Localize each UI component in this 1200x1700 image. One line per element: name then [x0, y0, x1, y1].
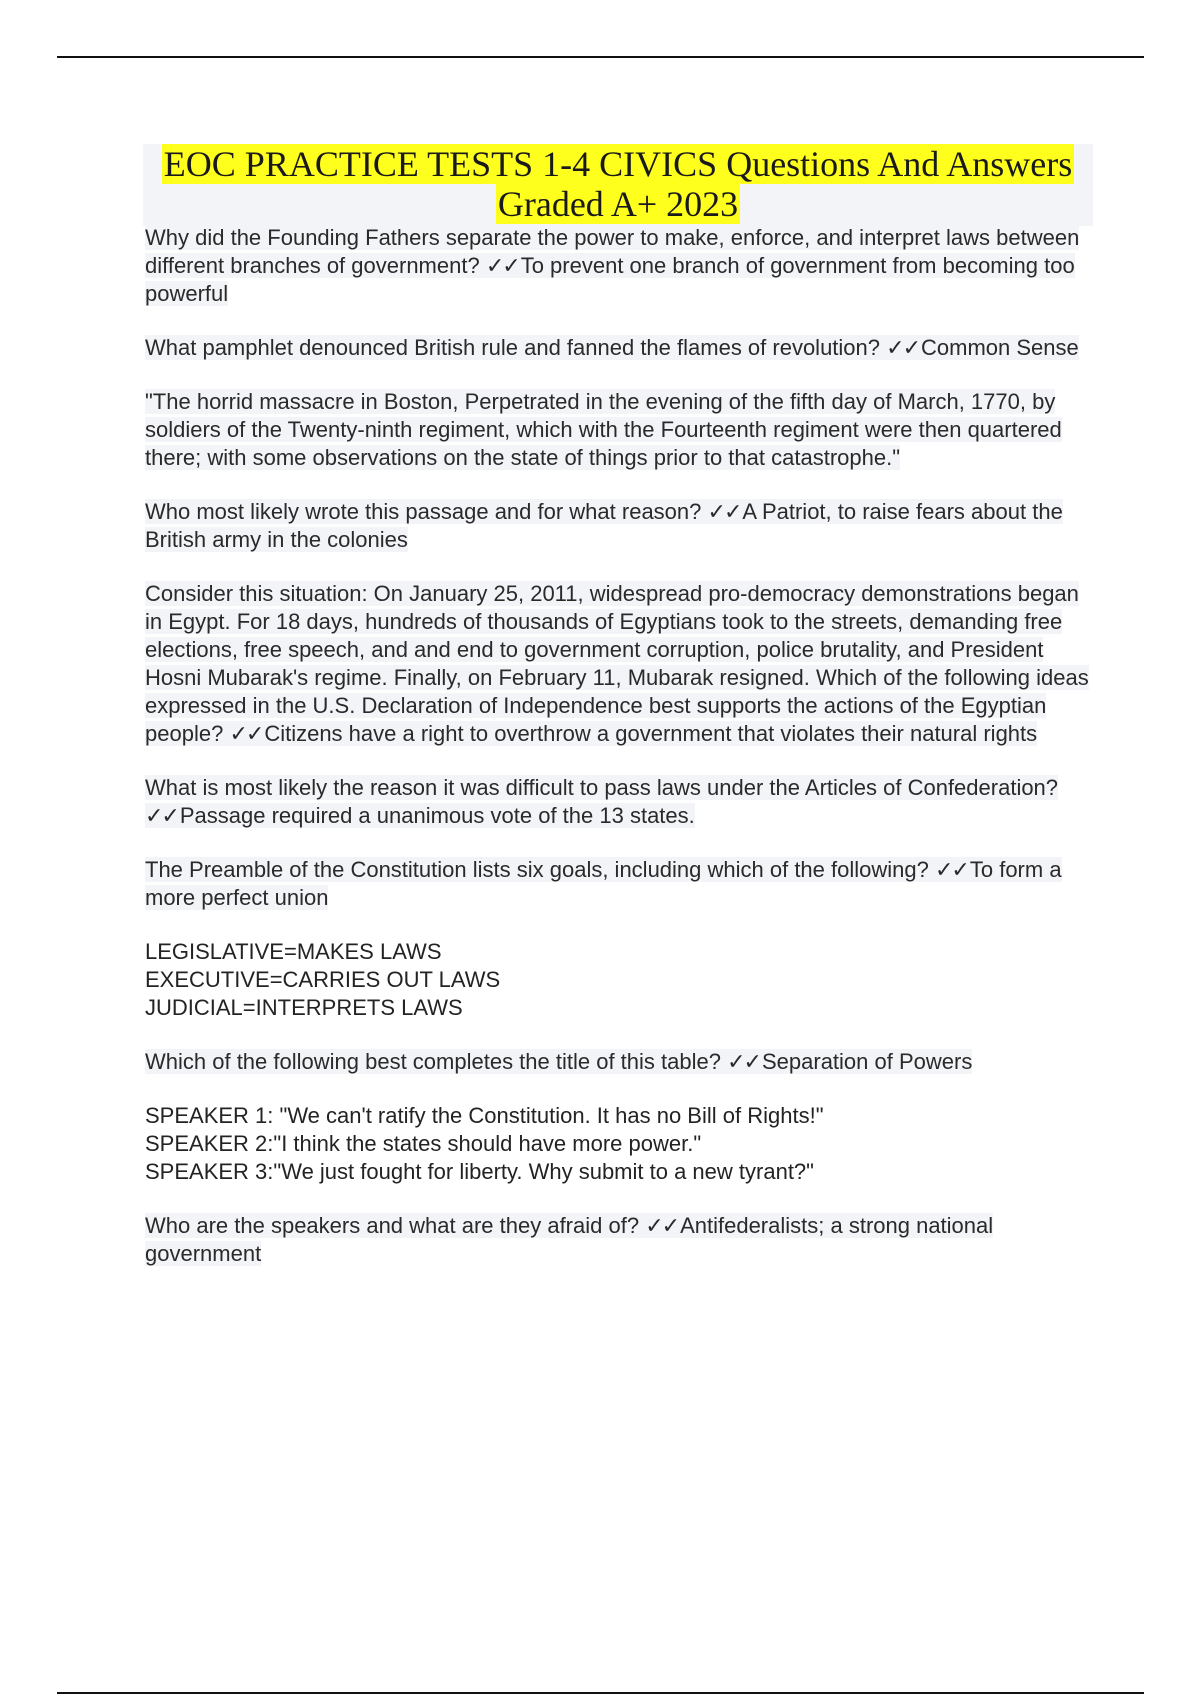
branch-row: JUDICIAL=INTERPRETS LAWS: [145, 995, 463, 1020]
question-text: The Preamble of the Constitution lists six goals, including which of the following?: [145, 857, 929, 882]
question-text: Who are the speakers and what are they afraid of?: [145, 1213, 640, 1238]
check-icon: ✓✓: [229, 721, 263, 746]
check-icon: ✓✓: [934, 857, 968, 882]
speaker-line: SPEAKER 1: "We can't ratify the Constitution. It has no Bill of Rights!": [145, 1103, 824, 1128]
check-icon: ✓✓: [727, 1049, 760, 1074]
speaker-line: SPEAKER 2:"I think the states should have more power.": [145, 1131, 702, 1156]
bottom-rule: [57, 1692, 1144, 1694]
document-title: [143, 144, 1093, 224]
answer-text: To prevent one branch of government from becoming too powerful: [145, 253, 1075, 306]
title-line-1: EOC PRACTICE TESTS 1-4 CIVICS Questions And Answers: [163, 144, 1073, 184]
speaker-line: SPEAKER 3:"We just fought for liberty. Why submit to a new tyrant?": [145, 1159, 814, 1184]
answer-text: Antifederalists; a strong national government: [145, 1213, 994, 1266]
check-icon: ✓✓: [886, 335, 920, 360]
question-text: Why did the Founding Fathers separate the power to make, enforce, and interpret laws between different branches of government?: [145, 225, 1080, 278]
answer-text: Citizens have a right to overthrow a government that violates their natural rights: [264, 721, 1038, 746]
answer-text: Passage required a unanimous vote of the 13 states.: [179, 803, 695, 828]
qa-item: [145, 580, 1090, 748]
qa-item: [145, 774, 1090, 830]
branch-row: EXECUTIVE=CARRIES OUT LAWS: [145, 967, 501, 992]
qa-item: [145, 224, 1090, 308]
answer-text: Separation of Powers: [761, 1049, 973, 1074]
question-text: Who most likely wrote this passage and for what reason?: [145, 499, 702, 524]
qa-item: [145, 498, 1090, 554]
branches-table: [145, 938, 1090, 1022]
branch-row: LEGISLATIVE=MAKES LAWS: [145, 939, 442, 964]
speakers-list: [145, 1102, 1090, 1186]
check-icon: ✓✓: [485, 253, 519, 278]
check-icon: ✓✓: [707, 499, 741, 524]
question-text: Consider this situation: On January 25, 2011, widespread pro-democracy demonstrations began in Egypt. For 18 days, hundreds of thousands of Egyptians took to the streets, demanding free elections, free speech, and and end to government corruption, police brutality, and President Hosni Mubarak's regime. Finally, on February 11, Mubarak resigned. Which of the following ideas expressed in the U.S. Declaration of Independence best supports the actions of the Egyptian people?: [145, 581, 1089, 746]
title-line-2: Graded A+ 2023: [497, 184, 739, 224]
answer-text: Common Sense: [921, 335, 1079, 360]
passage-text: "The horrid massacre in Boston, Perpetrated in the evening of the fifth day of March, 1770, by soldiers of the Twenty-ninth regiment, which with the Fourteenth regiment were then quartered there; with some observations on the state of things prior to that catastrophe.": [145, 389, 1062, 470]
answer-text: To form a more perfect union: [145, 857, 1062, 910]
question-text: What is most likely the reason it was difficult to pass laws under the Articles of Confederation?: [145, 775, 1059, 800]
qa-item: [145, 1048, 1090, 1076]
top-rule: [57, 56, 1144, 58]
check-icon: ✓✓: [145, 803, 178, 828]
question-text: What pamphlet denounced British rule and fanned the flames of revolution?: [145, 335, 881, 360]
question-text: Which of the following best completes the title of this table?: [145, 1049, 721, 1074]
answer-text: A Patriot, to raise fears about the British army in the colonies: [145, 499, 1063, 552]
check-icon: ✓✓: [645, 1213, 679, 1238]
qa-item: [145, 334, 1090, 362]
passage-item: [145, 388, 1090, 472]
qa-item: [145, 856, 1090, 912]
document-body: [145, 224, 1090, 1294]
qa-item: [145, 1212, 1090, 1268]
